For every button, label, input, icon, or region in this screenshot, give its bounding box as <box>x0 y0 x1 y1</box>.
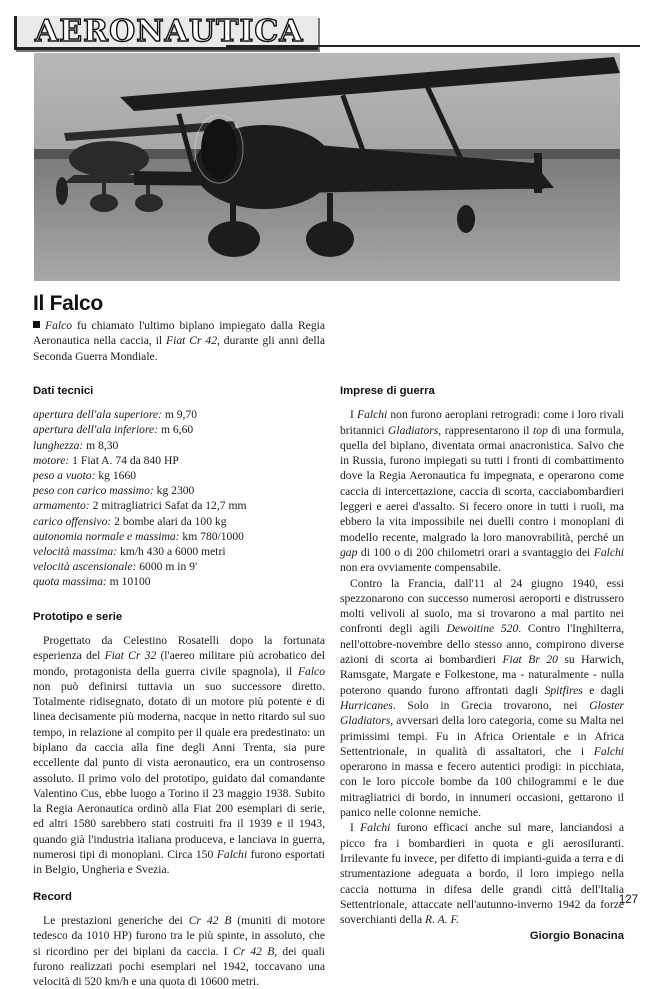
right-column <box>340 318 624 945</box>
record-em: Cr 42 B <box>232 944 275 958</box>
spec-value: 6000 m in 9' <box>136 560 198 574</box>
spec-key: velocità massima: <box>33 545 118 559</box>
spec-key: carico offensivo: <box>33 514 112 528</box>
biplane-photo-svg <box>34 53 620 281</box>
spec-key: motore: <box>33 453 70 467</box>
prototype-text: Progettato da Celestino Rosatelli dopo la fortunata esperienza del <box>33 633 325 663</box>
war-text: . Solo in Grecia trovarono, nei <box>392 698 590 712</box>
spec-item <box>33 438 325 453</box>
specs-list <box>33 407 325 589</box>
lead-em-1: Falco <box>45 319 73 332</box>
war-em: Gladiators <box>388 423 439 437</box>
war-em: Falchi <box>593 545 624 559</box>
prototype-em: Falco <box>297 664 325 678</box>
spec-key: lunghezza: <box>33 438 84 452</box>
bullet-icon <box>33 321 40 328</box>
spec-item <box>33 407 325 422</box>
spec-item <box>33 514 325 529</box>
section-title: AERONAUTICA <box>35 14 304 49</box>
lead-paragraph <box>33 318 325 364</box>
war-paragraph-2 <box>340 576 624 821</box>
biplane-photo-icon <box>34 53 620 281</box>
war-em: top <box>533 423 548 437</box>
spec-item <box>33 544 325 559</box>
spec-value: km 780/1000 <box>179 529 244 543</box>
war-paragraph-3 <box>340 820 624 927</box>
spec-key: apertura dell'ala inferiore: <box>33 423 159 437</box>
spec-key: peso a vuoto: <box>33 469 96 482</box>
record-heading: Record <box>33 890 72 903</box>
war-em: R. A. F. <box>425 913 460 927</box>
spec-value: m 6,60 <box>158 423 194 437</box>
specs-heading: Dati tecnici <box>33 384 94 397</box>
record-em: Cr 42 B <box>188 913 232 927</box>
war-text: operarono in massa e fecero autentici prodigi: in picchiata, con le loro piccole bombe da 100 chilogrammi e le due mitragliatrici di bordo, in innumeri occasioni, gettarono il panico nelle colonne nemiche. <box>340 760 624 820</box>
prototype-heading: Prototipo e serie <box>33 610 123 623</box>
spec-value: m 10100 <box>106 575 151 589</box>
spec-item <box>33 498 325 513</box>
war-em: Dewoitine 520 <box>446 622 519 636</box>
war-em: Falchi <box>593 744 624 758</box>
lead-text-1: fu chiamato l'ultimo biplano impiegato dalla Regia Aeronautica nella caccia, il <box>33 319 325 348</box>
record-text: (muniti di motore tedesco da 1010 HP) furono tra le più spinte, in assoluto, che si ricordino per dei biplani da caccia. I <box>33 913 326 958</box>
author-name: Giorgio Bonacina <box>529 930 624 943</box>
spec-key: peso con carico massimo: <box>33 484 154 498</box>
spec-value: kg 1660 <box>95 469 137 482</box>
prototype-text: furono esportati in Belgio, Ungheria e Svezia. <box>33 848 325 877</box>
spec-item <box>33 559 325 574</box>
war-text: , rappresentarono il <box>438 423 534 437</box>
prototype-paragraph <box>33 633 325 878</box>
war-text: di una formula, quella del biplano, diventata ormai anacronistica. Salvo che in Russia, furono impiegati su tutti i fronti di combattimento dove la Regia Aeronautica fu impegnata, e operarono come caccia di intercettazione, caccia di scorta, cacciabombardieri leggeri e aerei d'assalto. Si fecero onore in tutti i ruoli, ma ebbero la vita impossibile nei duelli contro i monoplani di modello recente, malgrado la loro manovrabilità, perché un <box>340 423 624 544</box>
page-number: 127 <box>618 894 638 906</box>
record-paragraph <box>33 913 325 989</box>
spec-item <box>33 574 325 589</box>
spec-value: 1 Fiat A. 74 da 840 HP <box>69 453 179 467</box>
war-text: non furono aeroplani retrogradi: come i loro rivali britannici <box>340 408 624 437</box>
war-text: su Harwich, Ramsgate, Margate e Folkestone, ma - naturalmente - nulla poterono quando furono affrontati dagli <box>340 653 624 697</box>
lead-text-2: , durante gli anni della Seconda Guerra Mondiale. <box>33 334 325 363</box>
article-title: Il Falco <box>33 292 103 315</box>
spec-value: kg 2300 <box>153 484 195 498</box>
war-text: non era ovviamente compensabile. <box>340 561 501 575</box>
spec-value: m 8,30 <box>83 438 119 452</box>
war-paragraph-1 <box>340 407 624 575</box>
spec-key: armamento: <box>33 499 90 513</box>
spec-key: velocità ascensionale: <box>33 560 137 574</box>
prototype-em: Falchi <box>216 848 248 862</box>
spec-key: quota massima: <box>33 575 107 589</box>
lead-em-2: Fiat Cr 42 <box>166 334 217 348</box>
spec-item <box>33 453 325 468</box>
spec-item <box>33 422 325 437</box>
war-em: Falchi <box>356 408 388 422</box>
spec-value: m 9,70 <box>161 408 198 422</box>
war-em: gap <box>340 545 358 559</box>
war-em: Spitfires <box>544 683 583 697</box>
war-heading: Imprese di guerra <box>340 385 435 397</box>
record-text: Le prestazioni generiche dei <box>43 913 189 927</box>
war-text: . Contro l'Inghilterra, nell'ottobre-novembre dello stesso anno, compirono diverse azioni di scorta ai bombardieri <box>340 622 624 667</box>
record-text: , dei quali furono realizzati pochi esemplari nel 1942, toccavano una velocità di 520 km/h e una quota di 10600 metri. <box>33 944 326 989</box>
spec-key: apertura dell'ala superiore: <box>33 408 162 422</box>
prototype-em: Fiat Cr 32 <box>104 649 157 663</box>
war-em: Hurricanes <box>340 698 393 712</box>
war-text: e dagli <box>582 683 624 697</box>
war-text: I <box>350 821 361 835</box>
spec-item <box>33 529 325 544</box>
left-column <box>33 318 325 989</box>
prototype-text: (l'aereo militare più acrobatico del mondo, protagonista della guerra civile spagnola), il <box>33 649 325 678</box>
spec-key: autonomia normale e massima: <box>33 529 180 543</box>
war-text: Contro la Francia, dall'11 al 24 giugno 1940, essi spezzonarono con successo numerosi aeroporti e distrussero molti velivoli al suolo, ma si trovarono a mal partito nei confronti degli agili <box>340 576 624 636</box>
war-text: di 100 o di 200 chilometri orari a svantaggio dei <box>357 545 594 559</box>
prototype-text: non può definirsi tuttavia un suo successore diretto. Totalmente ridisegnato, dotato di un motore più potente e di linea decisamente più moderna, nacque in netto ritardo sul suo tempo, in relazione al compito per il quale era predestinato: un biplano da caccia alla fine degli Anni Trenta, sia pure eccellente dal punto di vista aeronautico, era un controsenso assoluto. Il primo volo del prototipo, guidato dal comandante Valentino Cus, ebbe luogo a Torino il 23 maggio 1938. Subito la Regia Aeronautica ordinò alla Fiat 200 esemplari di serie, ed altri 1580 sarebbero stati costruiti fra il 1939 e il 1943, quando già l'industria italiana produceva, e lanciava in guerra, numerosi tipi di monoplani. Circa 150 <box>33 679 325 862</box>
war-em: Falchi <box>360 821 391 835</box>
section-header <box>6 12 640 52</box>
spec-value: km/h 430 a 6000 metri <box>117 545 226 559</box>
spec-value: 2 mitragliatrici Safat da 12,7 mm <box>89 499 247 513</box>
war-em: Gloster Gladiators <box>340 698 624 728</box>
header-rule <box>226 45 640 47</box>
spec-item <box>33 468 325 483</box>
war-text: furono efficaci anche sul mare, lanciandosi a picco fra i bombardieri in quota e gli aerosiluranti. Irrilevante fu invece, per difetto di impianti-guida a terra e di strumentazione adeguata a bordo, il loro impiego nella caccia notturna in difesa delle grandi città dell'Italia Settentrionale, attaccate nell'autunno-inverno 1942 da forze soverchianti della <box>340 821 624 927</box>
spec-item <box>33 483 325 498</box>
spec-value: 2 bombe alari da 100 kg <box>111 514 227 528</box>
war-text: , avversari della loro categoria, come su Malta nei primissimi tempi. Fu in Africa Orientale e in Africa Settentrionale, in qualità di assaltatori, che i <box>340 714 624 758</box>
war-text: I <box>350 408 357 422</box>
war-em: Fiat Br 20 <box>502 653 558 667</box>
